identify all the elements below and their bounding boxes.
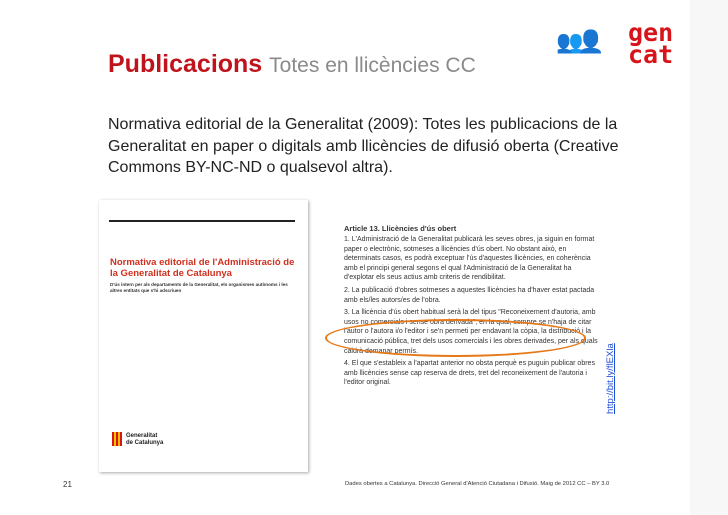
article-paragraph-4: 4. El que s'estableix a l'apartat anterior no obsta perquè es puguin publicar obres amb llicències sense cap reserva de drets, tret del reconeixement de l'autoria i l'editor original.: [344, 360, 595, 387]
source-link[interactable]: http://bit.ly/flEXla: [605, 343, 616, 414]
logo-line-2: cat: [628, 40, 674, 69]
gencat-logo: [556, 18, 716, 82]
logo-line-1: gen: [628, 18, 674, 47]
page-number: 21: [63, 480, 72, 489]
article-paragraph-2: 2. La publicació d'obres sotmeses a aquestes llicències ha d'haver estat pactada amb els/les autors/es de l'obra.: [344, 286, 595, 304]
highlight-ellipse: [325, 319, 586, 357]
gencat-wordmark: [628, 18, 674, 69]
article-heading: Article 13. Llicències d'ús obert: [344, 224, 457, 233]
generalitat-flag-icon: [112, 432, 122, 446]
cover-title: Normativa editorial de l'Administració de la Generalitat de Catalunya: [110, 257, 295, 279]
people-icon: 👥👤: [556, 30, 599, 55]
title-main: Publicacions: [108, 50, 263, 78]
title-sub: Totes en llicències CC: [269, 54, 476, 77]
article-paragraph-3: 3. La llicència d'ús obert habitual serà la del tipus "Reconeixement d'autoria, amb usos no comercials i sense obra derivada", en la qual, sempre se n'haja de citar l'autor o l'autora i/o l'editor i se'n permeti per endavant la còpia, la distribució i la comunicació pública, tret dels usos comercials i les obres derivades, per als quals caldrà demanar permís.: [344, 309, 598, 355]
cover-subtitle: D'ús intern per als departaments de la Generalitat, els organismes autònoms i les altres entitats que s'hi adscriuen: [110, 282, 288, 293]
slide-footer: Dades obertes a Catalunya. Direcció General d'Atenció Ciutadana i Difusió. Maig de 2012 CC – BY 3.0: [345, 481, 610, 487]
document-cover-thumbnail: [99, 200, 308, 472]
cover-org-line-1: Generalitat: [126, 433, 158, 439]
body-paragraph: Normativa editorial de la Generalitat (2009): Totes les publicacions de la Generalitat en paper o digitals amb llicències de difusió oberta (Creative Commons BY-NC-ND o qualsevol altra).: [108, 116, 619, 176]
slide-title: [108, 50, 476, 79]
cover-rule: [109, 220, 295, 222]
cover-org: [126, 433, 163, 447]
article-paragraph-1: 1. L'Administració de la Generalitat publicarà les seves obres, ja siguin en format paper o electrònic, sotmeses a llicències d'ús obert. No obstant això, en determinats casos, es podrà exceptuar l'ús d'aquestes llicències, en coherència amb el principi general segons el qual l'Administració de la Generalitat ha d'explotar els seus actius amb criteris de rendibilitat.: [344, 236, 595, 282]
cover-org-line-2: de Catalunya: [126, 440, 164, 446]
